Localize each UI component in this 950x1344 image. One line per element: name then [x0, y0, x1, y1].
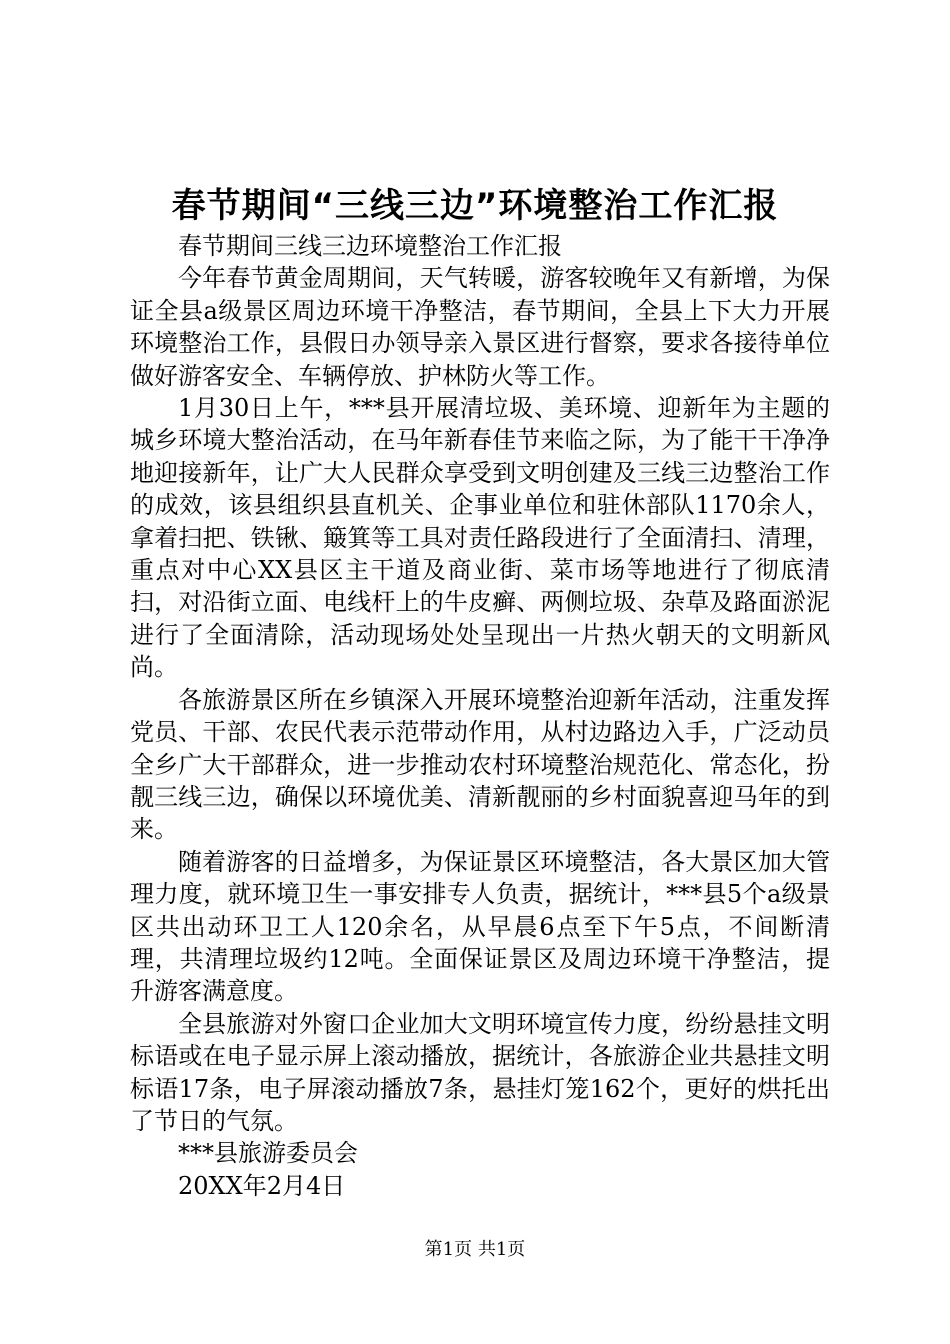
body-paragraph: 随着游客的日益增多，为保证景区环境整洁，各大景区加大管理力度，就环境卫生一事安排专人负责，据统计，***县5个a级景区共出动环卫工人120余名，从早晨6点至下午5点，不间断清理，共清理垃圾约12吨。全面保证景区及周边环境干净整洁，提升游客满意度。 — [130, 847, 830, 1006]
body-paragraph: 今年春节黄金周期间，天气转暖，游客较晚年又有新增，为保证全县a级景区周边环境干净整洁，春节期间，全县上下大力开展环境整治工作，县假日办领导亲入景区进行督察，要求各接待单位做好游客安全、车辆停放、护林防火等工作。 — [130, 264, 830, 390]
body-paragraph: 1月30日上午，***县开展清垃圾、美环境、迎新年为主题的城乡环境大整治活动，在马年新春佳节来临之际，为了能干干净净地迎接新年，让广大人民群众享受到文明创建及三线三边整治工作的成效，该县组织县直机关、企事业单位和驻休部队1170余人，拿着扫把、铁锹、簸箕等工具对责任路段进行了全面清扫、清理，重点对中心XX县区主干道及商业街、菜市场等地进行了彻底清扫，对沿街立面、电线杆上的牛皮癣、两侧垃圾、杂草及路面淤泥进行了全面清除，活动现场处处呈现出一片热火朝天的文明新风尚。 — [130, 394, 830, 682]
body-paragraph: 全县旅游对外窗口企业加大文明环境宣传力度，纷纷悬挂文明标语或在电子显示屏上滚动播放，据统计，各旅游企业共悬挂文明标语17条，电子屏滚动播放7条，悬挂灯笼162个，更好的烘托出了节日的气氛。 — [130, 1009, 830, 1135]
document-title: 春节期间“三线三边”环境整治工作汇报 — [171, 186, 779, 226]
subtitle-paragraph: 春节期间三线三边环境整治工作汇报 — [178, 232, 562, 260]
body-paragraph: 各旅游景区所在乡镇深入开展环境整治迎新年活动，注重发挥党员、干部、农民代表示范带动作用，从村边路边入手，广泛动员全乡广大干部群众，进一步推动农村环境整治规范化、常态化，扮靓三线三边，确保以环境优美、清新靓丽的乡村面貌喜迎马年的到来。 — [130, 685, 830, 844]
document-date: 20XX年2月4日 — [178, 1171, 346, 1200]
signature: ***县旅游委员会 — [178, 1139, 358, 1168]
page-footer: 第1页 共1页 — [424, 1239, 526, 1260]
document-body — [130, 230, 830, 1202]
